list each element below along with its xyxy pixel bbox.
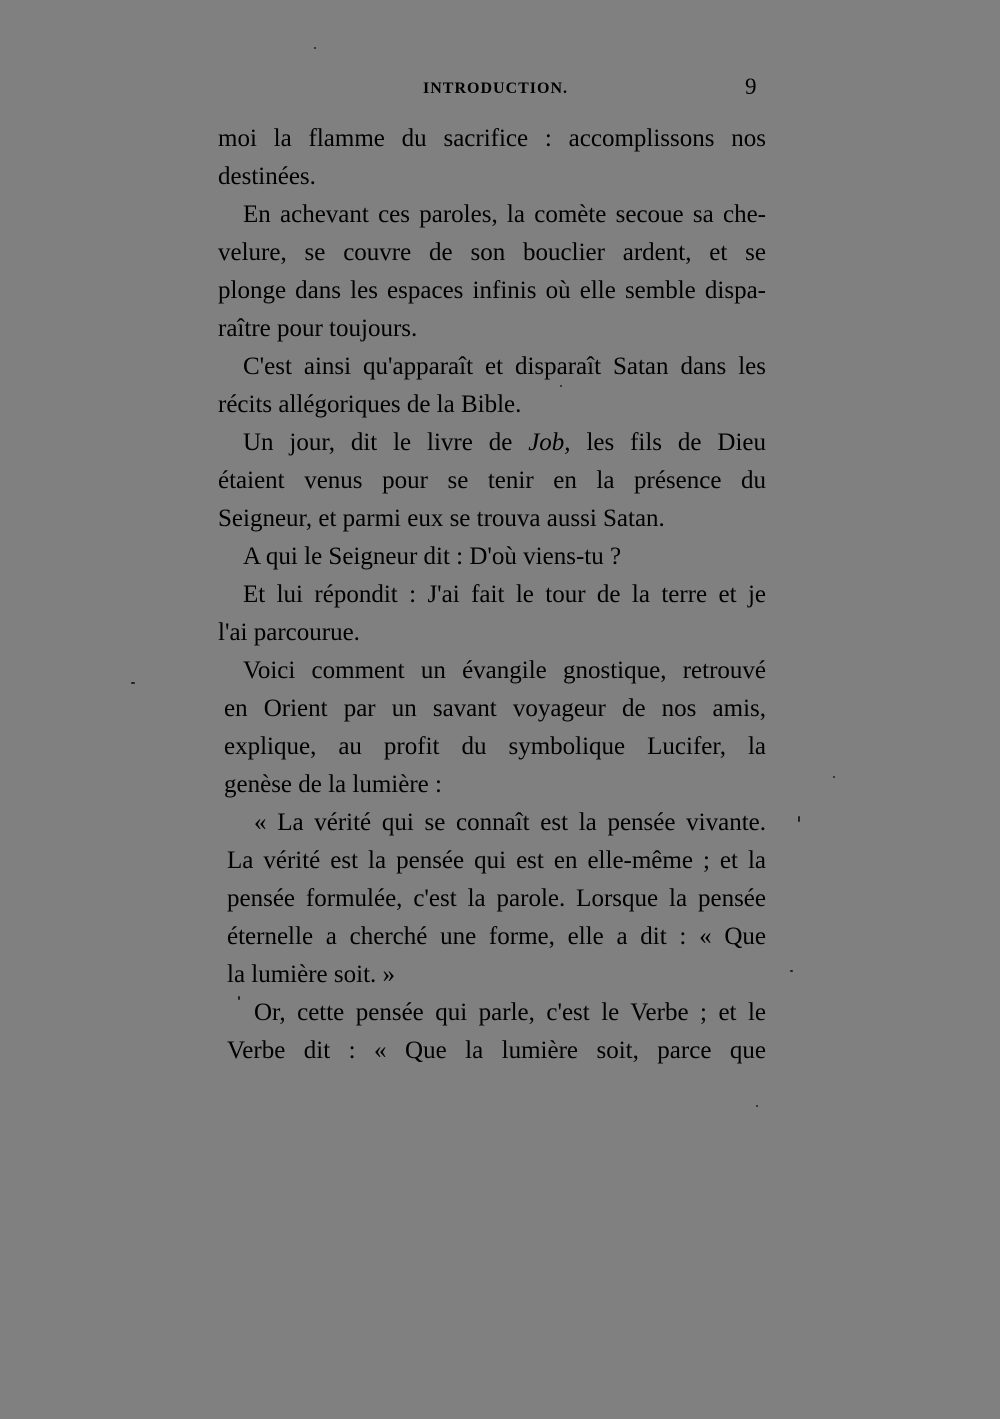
text-line: plonge dans les espaces infinis où elle semble dispa- (218, 277, 766, 304)
quote-start: « La vérité qui se connaît est la pensée vivante. (254, 809, 766, 836)
text-line: explique, au profit du symbolique Lucifer, la (224, 733, 766, 760)
text-line: éternelle a cherché une forme, elle a dit : « Que (227, 923, 766, 950)
scan-speck (314, 47, 316, 49)
text-line: Verbe dit : « Que la lumière soit, parce que (227, 1037, 766, 1064)
text-line: La vérité est la pensée qui est en elle-même ; et la (227, 847, 766, 874)
text-line: étaient venus pour se tenir en la présence du (218, 467, 766, 494)
paragraph-start: C'est ainsi qu'apparaît et disparaît Satan dans les (243, 353, 766, 380)
page-number: 9 (745, 74, 757, 99)
paragraph-start (218, 424, 766, 462)
text-line: moi la flamme du sacrifice : accomplissons nos (218, 125, 766, 152)
paragraph-start: En achevant ces paroles, la comète secoue sa che- (243, 201, 766, 228)
scan-speck (790, 970, 793, 972)
text-fragment: Un jour, dit le livre de (243, 429, 529, 456)
text-line: en Orient par un savant voyageur de nos amis, (224, 695, 766, 722)
running-header: INTRODUCTION. (423, 80, 569, 97)
text-line: velure, se couvre de son bouclier ardent, et se (218, 239, 766, 266)
text-line: destinées. (218, 163, 316, 190)
text-line: pensée formulée, c'est la parole. Lorsque la pensée (227, 885, 766, 912)
paragraph-start: Et lui répondit : J'ai fait le tour de la terre et je (243, 581, 766, 608)
paragraph-start: Voici comment un évangile gnostique, retrouvé (243, 657, 766, 684)
paragraph-start: Or, cette pensée qui parle, c'est le Verbe ; et le (254, 999, 766, 1026)
text-line: Seigneur, et parmi eux se trouva aussi Satan. (218, 505, 665, 532)
paragraph-start: A qui le Seigneur dit : D'où viens-tu ? (243, 543, 622, 570)
scan-speck (798, 816, 800, 822)
text-line: genèse de la lumière : (224, 771, 442, 798)
text-line: la lumière soit. » (227, 961, 396, 988)
scan-speck (756, 1105, 758, 1107)
scan-speck (131, 682, 135, 684)
text-line: récits allégoriques de la Bible. (218, 391, 522, 418)
book-title-job: Job, (528, 429, 571, 456)
scan-speck (833, 776, 835, 778)
scan-speck (238, 996, 240, 1000)
scan-speck (560, 385, 562, 387)
body-text (218, 120, 766, 1070)
text-line: l'ai parcourue. (218, 619, 360, 646)
text-fragment: les fils de Dieu (570, 429, 766, 456)
text-line: raître pour toujours. (218, 315, 418, 342)
